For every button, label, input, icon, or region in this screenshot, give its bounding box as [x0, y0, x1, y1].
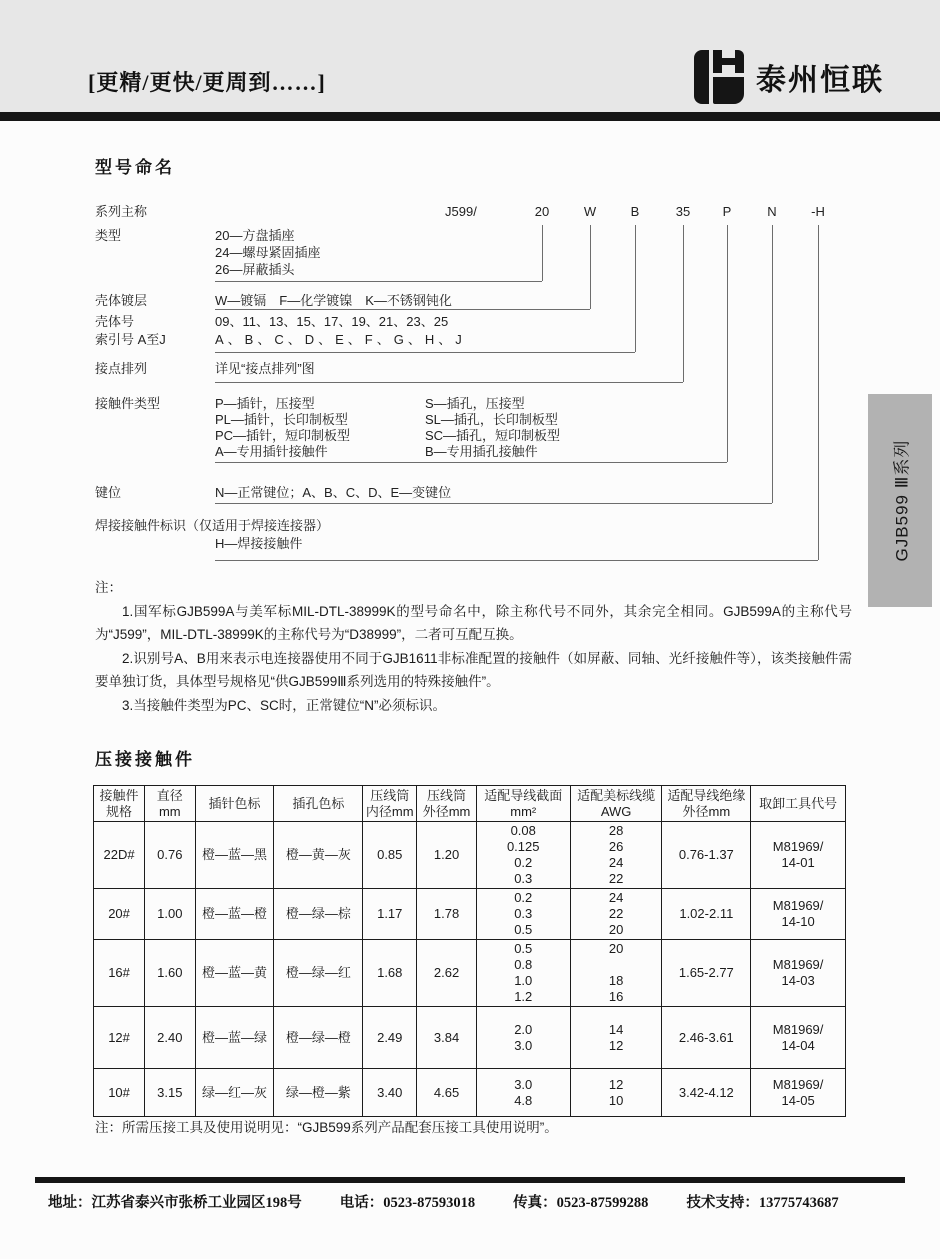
notes-block: [95, 576, 852, 717]
cell-line: 22: [608, 906, 624, 921]
header-cell-line: 取卸工具代号: [759, 795, 838, 811]
cell-socket-color: 橙—绿—红: [274, 940, 363, 1007]
header-cell-line: 插针色标: [208, 795, 261, 811]
note-item: 1.国军标GJB599A与美军标MIL-DTL-38999K的型号命名中，除主称代号不同外，其余完全相同。GJB599A的主称代号为“J599”，MIL-DTL-38999K的主称代号为“D38999”，二者可互配互换。: [95, 603, 852, 642]
cell-spec: 10#: [94, 1069, 145, 1117]
diagram-hline: [215, 503, 772, 504]
cell-barrel-inner: 2.49: [363, 1007, 417, 1069]
cell-line: 20: [608, 922, 624, 937]
diagram-section-desc: SC—插孔，短印制板型: [425, 428, 561, 443]
cell-insulation: 1.02-2.11: [662, 889, 751, 940]
cell-line: 2.0: [514, 1021, 533, 1037]
cell-diameter: 1.60: [145, 940, 195, 1007]
cell-line: [573, 957, 660, 973]
crimp-table-note: 注：所需压接工具及使用说明见：“GJB599系列产品配套压接工具使用说明”。: [95, 1120, 558, 1135]
cell-line: M81969/: [772, 898, 824, 913]
cell-diameter: 1.00: [145, 889, 195, 940]
model-code-P: P: [722, 204, 732, 219]
model-code-B: B: [630, 204, 640, 219]
series-side-tab: [868, 394, 932, 607]
cell-barrel-outer: 2.62: [417, 940, 476, 1007]
cell-line: 0.5: [514, 922, 533, 937]
diagram-section-label: 类型: [95, 228, 122, 243]
diagram-section-desc: S—插孔，压接型: [425, 396, 525, 411]
footer-address: 地址：江苏省泰兴市张桥工业园区198号: [48, 1195, 302, 1211]
cell-line: 0.3: [514, 871, 533, 886]
section-title-model-naming: 型号命名: [95, 158, 175, 177]
cell-wire-section: [476, 940, 570, 1007]
header-cell-line: 适配美标线缆: [577, 787, 656, 803]
table-body: [94, 822, 846, 1117]
diagram-section-label: 索引号 A至J: [95, 332, 166, 347]
cell-diameter: 2.40: [145, 1007, 195, 1069]
cell-tool-code: [751, 822, 846, 889]
cell-awg: [570, 889, 662, 940]
cell-line: 24: [608, 890, 624, 905]
cell-spec: 12#: [94, 1007, 145, 1069]
section-title-crimp-contacts: 压接接触件: [95, 750, 195, 769]
diagram-vline: [590, 225, 591, 309]
cell-barrel-outer: 4.65: [417, 1069, 476, 1117]
cell-barrel-inner: 3.40: [363, 1069, 417, 1117]
cell-line: 14-05: [781, 1092, 815, 1108]
note-item: 2.识别号A、B用来表示电连接器使用不同于GJB1611非标准配置的接触件（如屏蔽、同轴、光纤接触件等），该类接触件需要单独订货，具体型号规格见“供GJB599Ⅲ系列选用的特殊接触件”。: [95, 650, 852, 689]
table-row: [94, 1007, 846, 1069]
cell-pin-color: 橙—蓝—黑: [195, 822, 274, 889]
diagram-section-desc: A—专用插针接触件: [215, 444, 328, 459]
header-cell: [363, 786, 417, 822]
cell-line: 4.8: [514, 1092, 533, 1108]
model-code-35: 35: [675, 204, 691, 219]
table-header: [94, 786, 846, 822]
diagram-section-label: 壳体号: [95, 314, 135, 329]
series-code: J599/: [445, 204, 477, 219]
cell-line: 26: [608, 839, 624, 854]
cell-insulation: 2.46-3.61: [662, 1007, 751, 1069]
cell-insulation: 1.65-2.77: [662, 940, 751, 1007]
cell-wire-section: [476, 1007, 570, 1069]
cell-spec: 22D#: [94, 822, 145, 889]
diagram-section-label: 焊接接触件标识（仅适用于焊接连接器）: [95, 518, 330, 533]
diagram-hline: [215, 352, 635, 353]
diagram-vline: [772, 225, 773, 503]
company-slogan: [更精/更快/更周到……]: [88, 70, 326, 95]
cell-barrel-outer: 1.20: [417, 822, 476, 889]
diagram-vline: [635, 225, 636, 352]
footer-contact-bar: [48, 1191, 839, 1212]
cell-wire-section: [476, 889, 570, 940]
cell-awg: [570, 1007, 662, 1069]
header-cell-line: 规格: [106, 803, 133, 819]
diagram-vline: [727, 225, 728, 462]
diagram-hline: [215, 309, 590, 310]
header-cell-line: 直径mm: [156, 787, 183, 819]
cell-barrel-outer: 3.84: [417, 1007, 476, 1069]
header-cell-line: 接触件: [99, 787, 139, 803]
cell-tool-code: [751, 1069, 846, 1117]
diagram-vline: [542, 225, 543, 281]
model-code-20: 20: [534, 204, 550, 219]
cell-awg: [570, 822, 662, 889]
cell-line: 12: [608, 1037, 624, 1053]
cell-line: 16: [608, 989, 624, 1004]
model-code-N: N: [767, 204, 777, 219]
cell-line: 24: [608, 855, 624, 870]
diagram-section-desc: 20—方盘插座: [215, 228, 295, 243]
diagram-section-desc: 24—螺母紧固插座: [215, 245, 321, 260]
cell-tool-code: [751, 1007, 846, 1069]
header-cell-line: AWG: [600, 803, 632, 819]
table-row: [94, 940, 846, 1007]
model-code--H: -H: [811, 204, 825, 219]
cell-insulation: 0.76-1.37: [662, 822, 751, 889]
cell-line: 12: [608, 1076, 624, 1092]
cell-pin-color: 橙—蓝—绿: [195, 1007, 274, 1069]
model-code-W: W: [583, 204, 597, 219]
header-cell: [751, 786, 846, 822]
cell-diameter: 0.76: [145, 822, 195, 889]
footer-support: 技术支持：13775743687: [686, 1195, 839, 1211]
cell-wire-section: [476, 822, 570, 889]
cell-line: 3.0: [514, 1076, 533, 1092]
diagram-section-desc: P—插针，压接型: [215, 396, 315, 411]
cell-socket-color: 绿—橙—紫: [274, 1069, 363, 1117]
model-naming-diagram: [95, 192, 855, 577]
cell-diameter: 3.15: [145, 1069, 195, 1117]
cell-pin-color: 绿—红—灰: [195, 1069, 274, 1117]
diagram-section-desc: H—焊接接触件: [215, 536, 303, 551]
cell-line: 1.0: [514, 973, 533, 988]
diagram-section-desc: SL—插孔，长印制板型: [425, 412, 558, 427]
diagram-hline: [215, 382, 683, 383]
table-row: [94, 822, 846, 889]
cell-line: M81969/: [772, 957, 824, 972]
cell-tool-code: [751, 940, 846, 1007]
cell-line: M81969/: [772, 1076, 824, 1092]
diagram-section-label: 键位: [95, 485, 122, 500]
diagram-section-label: 接触件类型: [95, 396, 161, 411]
cell-tool-code: [751, 889, 846, 940]
cell-awg: [570, 1069, 662, 1117]
diagram-vline: [683, 225, 684, 382]
header-cell-line: 插孔色标: [292, 795, 345, 811]
header-cell-line: mm²: [510, 803, 537, 819]
cell-line: 10: [608, 1092, 624, 1108]
header-cell: [570, 786, 662, 822]
cell-line: 14-10: [781, 914, 815, 929]
cell-socket-color: 橙—绿—棕: [274, 889, 363, 940]
series-side-tab-label: GJB599 Ⅲ系列: [892, 439, 912, 562]
diagram-section-label: 接点排列: [95, 361, 148, 376]
header-cell: [274, 786, 363, 822]
cell-spec: 16#: [94, 940, 145, 1007]
cell-awg: [570, 940, 662, 1007]
cell-socket-color: 橙—黄—灰: [274, 822, 363, 889]
header-cell: [94, 786, 145, 822]
brand-block: [694, 50, 884, 104]
cell-line: 18: [608, 973, 624, 988]
bottom-divider: [35, 1177, 905, 1183]
cell-line: 14-03: [781, 973, 815, 988]
cell-pin-color: 橙—蓝—黄: [195, 940, 274, 1007]
footer-phone: 电话：0523-87593018: [339, 1195, 476, 1211]
cell-pin-color: 橙—蓝—橙: [195, 889, 274, 940]
diagram-section-desc: 09、11、13、15、17、19、21、23、25: [215, 314, 449, 329]
cell-barrel-inner: 1.17: [363, 889, 417, 940]
header-cell-line: 压线筒: [370, 787, 410, 803]
cell-line: 28: [608, 823, 624, 838]
cell-line: 0.8: [514, 957, 533, 972]
table-header-row: [94, 786, 846, 822]
brand-name: 泰州恒联: [756, 64, 884, 97]
diagram-hline: [215, 560, 818, 561]
cell-line: 0.2: [514, 855, 533, 870]
top-divider: [0, 112, 940, 121]
diagram-section-desc: A、B、C、D、E、F、G、H、J: [215, 332, 466, 347]
cell-wire-section: [476, 1069, 570, 1117]
diagram-section-desc: PC—插针，短印制板型: [215, 428, 351, 443]
cell-line: 0.3: [514, 906, 533, 921]
cell-line: 1.2: [514, 989, 533, 1004]
header-cell: [195, 786, 274, 822]
cell-spec: 20#: [94, 889, 145, 940]
table-row: [94, 889, 846, 940]
notes-heading: 注：: [95, 580, 122, 595]
diagram-section-desc: PL—插针，长印制板型: [215, 412, 348, 427]
header-cell-line: 适配导线截面: [484, 787, 563, 803]
cell-line: 0.125: [506, 839, 540, 854]
cell-line: 0.08: [510, 823, 536, 838]
header-cell: [145, 786, 195, 822]
cell-line: 20: [608, 941, 624, 956]
table-row: [94, 1069, 846, 1117]
header-cell-line: 适配导线绝缘: [667, 787, 746, 803]
header-cell: [662, 786, 751, 822]
crimp-contacts-table: [93, 785, 846, 1117]
header-cell-line: 外径mm: [682, 803, 731, 819]
note-item: 3.当接触件类型为PC、SC时，正常键位“N”必须标识。: [122, 697, 447, 713]
cell-line: 3.0: [514, 1037, 533, 1053]
header-cell: [476, 786, 570, 822]
cell-line: 0.5: [514, 941, 533, 956]
header-cell: [417, 786, 476, 822]
diagram-vline: [818, 225, 819, 560]
cell-line: 14-04: [781, 1037, 815, 1053]
header-cell-line: 压线筒: [427, 787, 467, 803]
cell-line: 22: [608, 871, 624, 886]
cell-socket-color: 橙—绿—橙: [274, 1007, 363, 1069]
diagram-section-label: 壳体镀层: [95, 293, 148, 308]
cell-barrel-inner: 1.68: [363, 940, 417, 1007]
cell-barrel-inner: 0.85: [363, 822, 417, 889]
header-cell-line: 内径mm: [365, 803, 414, 819]
cell-line: M81969/: [772, 1021, 824, 1037]
cell-insulation: 3.42-4.12: [662, 1069, 751, 1117]
cell-line: M81969/: [772, 839, 824, 854]
footer-fax: 传真：0523-87599288: [513, 1195, 649, 1211]
diagram-hline: [215, 462, 727, 463]
diagram-section-desc: N—正常键位；A、B、C、D、E—变键位: [215, 485, 452, 500]
cell-line: 14-01: [781, 855, 815, 870]
header-cell-line: 外径mm: [422, 803, 471, 819]
cell-line: 14: [608, 1021, 624, 1037]
lh-logo-icon: [694, 50, 748, 104]
diagram-hline: [215, 281, 542, 282]
diagram-section-desc: 详见“接点排列”图: [215, 361, 315, 376]
diagram-section-desc: 26—屏蔽插头: [215, 262, 295, 277]
cell-line: 0.2: [514, 890, 533, 905]
diagram-section-desc: B—专用插孔接触件: [425, 444, 538, 459]
series-name-label: 系列主称: [95, 204, 148, 219]
cell-barrel-outer: 1.78: [417, 889, 476, 940]
diagram-section-desc: W—镀镉 F—化学镀镍 K—不锈钢钝化: [215, 293, 452, 308]
